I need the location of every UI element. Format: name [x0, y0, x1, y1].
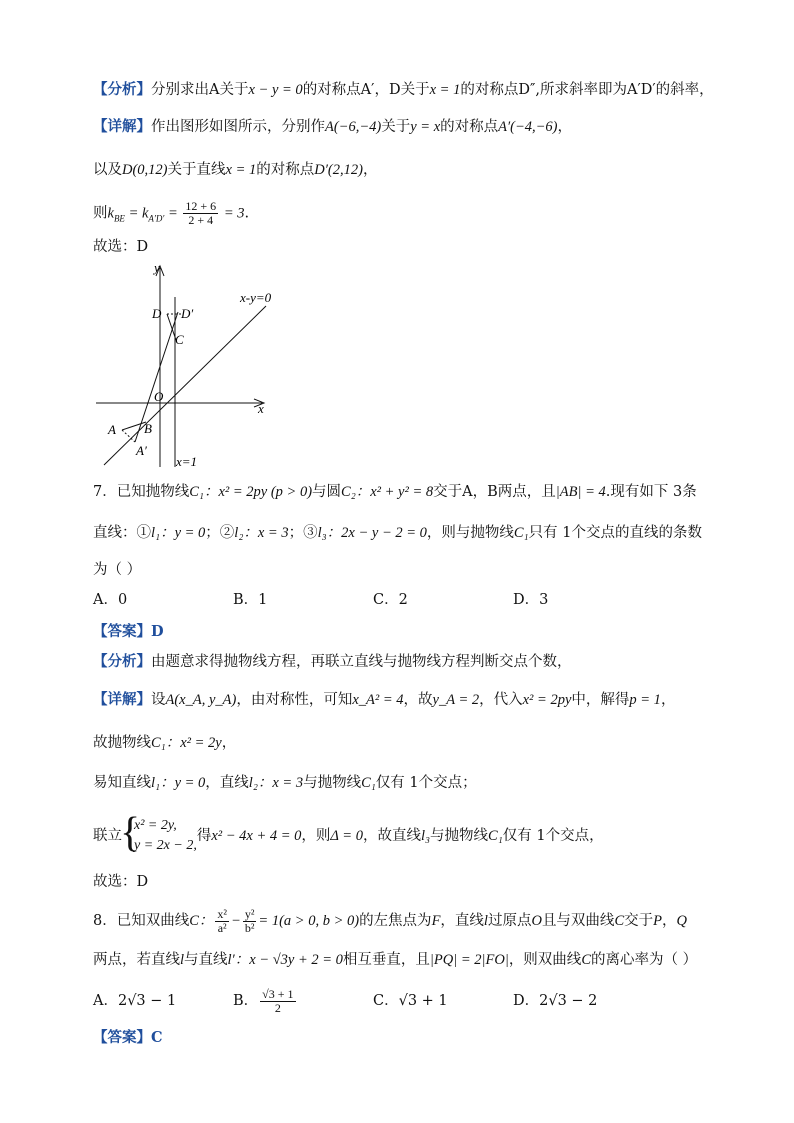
p6-choice: 故选：D	[93, 239, 149, 255]
detail-tag: 【详解】	[93, 118, 151, 135]
q7-line1	[93, 482, 697, 502]
label-x1: x=1	[176, 454, 198, 469]
p6-line3	[93, 200, 249, 228]
p6-line2	[93, 160, 377, 180]
label-x: x	[258, 401, 264, 416]
equation: D(0,12)	[122, 162, 168, 178]
equation: C₁：x² = 2y	[151, 735, 222, 751]
text: 8．已知双曲线	[93, 913, 190, 929]
option-b-label: B．	[233, 993, 259, 1009]
q8-options	[93, 986, 653, 1020]
label-B: B	[144, 421, 152, 436]
denominator: 2	[274, 1000, 281, 1015]
equation: x = 1	[225, 162, 257, 178]
label-line: x-y=0	[240, 290, 272, 305]
q8-answer: 【答案】C	[93, 1029, 163, 1046]
equation: l₁：y = 0	[151, 525, 206, 541]
equation: l′：x − √3y + 2 = 0	[227, 952, 343, 968]
subscript: BE	[113, 213, 125, 224]
text: 作出图形如图所示，分别作	[151, 119, 325, 135]
text: 仅有 1个交点，	[502, 828, 604, 844]
text: 与抛物线	[303, 775, 362, 791]
text: 与抛物线	[430, 828, 489, 844]
equation: y = x	[410, 119, 441, 135]
equation: x² − 4x + 4 = 0	[211, 828, 302, 844]
text: 直线：①	[93, 525, 151, 541]
equation: l₃	[420, 828, 431, 844]
equation: Δ = 0	[330, 828, 363, 844]
equation: p = 1	[629, 692, 661, 708]
text: 相互垂直，且	[342, 952, 430, 968]
text: 关于	[381, 119, 411, 135]
equation: y_A = 2	[432, 692, 480, 708]
text: 故抛物线	[93, 735, 151, 751]
label-A: A	[108, 422, 116, 437]
equation: C₂：x² + y² = 8	[341, 484, 434, 500]
text: ，直线	[440, 913, 484, 929]
numerator: √3 + 1	[262, 986, 294, 1001]
denominator: b²	[244, 920, 255, 935]
text: 7．已知抛物线	[93, 484, 190, 500]
label-y: y	[154, 262, 160, 275]
text: ，则	[301, 828, 331, 844]
system-line-2: y = 2x − 2,	[134, 838, 197, 853]
q7-line3: 为（ ）	[93, 562, 142, 578]
label-C: C	[175, 332, 184, 347]
equation: C：	[189, 913, 214, 929]
analysis-tag: 【分析】	[93, 81, 151, 98]
equation: Q	[676, 913, 687, 929]
option-c: C．√3 + 1	[373, 993, 448, 1009]
q7-detail1	[93, 690, 675, 710]
q7-detail4	[93, 814, 604, 858]
q7-detail3	[93, 773, 477, 793]
equation: = 3	[220, 205, 245, 222]
equation: P	[653, 913, 662, 929]
equation: |PQ| = 2|FO|	[429, 952, 509, 968]
equation: l₁：y = 0	[151, 775, 206, 791]
option-b	[233, 986, 373, 1016]
equation: C₁：x² = 2py (p > 0)	[189, 484, 313, 500]
option-d: D．3	[513, 592, 549, 608]
label-Dp: D′	[181, 306, 194, 321]
p6-analysis-line	[93, 80, 714, 100]
equation: C	[614, 913, 625, 929]
text: 的对称点	[256, 162, 315, 178]
equation: l₂：x = 3	[248, 775, 304, 791]
text: 得	[196, 828, 212, 844]
text: D关于	[388, 82, 430, 98]
fraction	[183, 200, 218, 227]
text: 易知直线	[93, 775, 151, 791]
numerator: 12 + 6	[185, 199, 217, 213]
text: ，则与抛物线	[426, 525, 514, 541]
equation: x_A² = 4	[352, 692, 404, 708]
option-a: A．0	[93, 592, 128, 608]
text: ，由对称性，可知	[236, 692, 353, 708]
text: ；③	[288, 525, 318, 541]
text: 关于直线	[167, 162, 226, 178]
option-a: A．2√3 − 1	[93, 993, 177, 1009]
text: ，则双曲线	[508, 952, 582, 968]
text: ，直线	[205, 775, 249, 791]
detail-tag: 【详解】	[93, 691, 151, 708]
analysis-tag: 【分析】	[93, 653, 151, 670]
equation: = 1(a > 0, b > 0)	[258, 913, 360, 929]
text: .	[244, 205, 250, 222]
equation: x = 1	[429, 82, 461, 98]
text: 设	[151, 692, 166, 708]
equation: x² = 2py	[522, 692, 572, 708]
label-D: D	[152, 306, 162, 321]
text: .现有如下 3条	[605, 484, 697, 500]
line-x-minus-y	[104, 306, 266, 465]
text: 与圆	[312, 484, 342, 500]
subscript: A′D′	[148, 213, 165, 224]
equation: l	[180, 952, 185, 968]
text: 与直线	[184, 952, 228, 968]
equation: x − y = 0	[248, 82, 303, 98]
equation: l	[483, 913, 488, 929]
text: 的离心率为（ ）	[590, 952, 698, 968]
equation: C₁	[488, 828, 503, 844]
denominator: a²	[217, 920, 227, 935]
numerator: y²	[244, 906, 255, 921]
equation: k	[107, 205, 114, 222]
text: 只有 1个交点的直线的条数	[528, 525, 702, 541]
text: 仅有 1个交点；	[375, 775, 477, 791]
equation: = k	[124, 205, 149, 222]
text: ，	[362, 162, 378, 178]
text: 中，解得	[571, 692, 630, 708]
text: ，	[221, 735, 237, 751]
text: ，	[660, 692, 676, 708]
minus: −	[231, 913, 241, 929]
option-b: B．1	[233, 592, 268, 608]
q8-line2	[93, 950, 697, 970]
system-line-1: { x² = 2y,	[134, 818, 177, 833]
text: 交于A，B两点，且	[433, 484, 556, 500]
text: ，故直线	[362, 828, 421, 844]
text: 的对称点D″,所求斜率即为A′D′的斜率，	[460, 82, 714, 98]
q7-analysis	[93, 652, 572, 672]
p6-detail-line	[93, 117, 572, 137]
fraction	[260, 988, 295, 1015]
equation-system	[122, 816, 197, 856]
text: ，代入	[479, 692, 523, 708]
q8-line1	[93, 906, 687, 936]
equation: A(x_A, y_A)	[165, 692, 237, 708]
option-d: D．2√3 − 2	[513, 993, 598, 1009]
q7-line2	[93, 523, 702, 543]
equation: l₃：2x − y − 2 = 0	[317, 525, 427, 541]
equation: C₁	[513, 525, 529, 541]
option-c: C．2	[373, 592, 408, 608]
text: ，	[557, 119, 573, 135]
equation: C₁	[361, 775, 376, 791]
q7-answer: 【答案】D	[93, 623, 164, 640]
text: 过原点	[487, 913, 532, 929]
text: 联立	[93, 828, 122, 844]
segment-A-B	[122, 422, 146, 430]
segment-Ap-Dp	[135, 312, 178, 442]
equation: D′(2,12)	[314, 162, 363, 178]
text: 的对称点A′，	[302, 82, 389, 98]
equation: O	[531, 913, 542, 929]
text: ，故	[403, 692, 433, 708]
numerator: x²	[217, 906, 228, 921]
label-Ap: A′	[136, 443, 147, 458]
denominator: 2 + 4	[188, 213, 214, 227]
text: 的对称点	[440, 119, 499, 135]
text: 分别求出A关于	[151, 82, 249, 98]
equation: C	[581, 952, 591, 968]
text: ；②	[205, 525, 235, 541]
text: 以及	[93, 162, 122, 178]
text: 两点，若直线	[93, 952, 180, 968]
q7-choice: 故选：D	[93, 874, 149, 890]
equation: A(−6,−4)	[325, 119, 382, 135]
text: 且与双曲线	[541, 913, 615, 929]
equation: l₂：x = 3	[234, 525, 289, 541]
q7-options	[93, 590, 653, 610]
text: ，	[661, 913, 677, 929]
text: 则	[93, 205, 108, 222]
q7-detail2	[93, 733, 236, 753]
label-O: O	[154, 389, 164, 404]
equation: A′(−4,−6)	[498, 119, 558, 135]
equation: F	[431, 913, 441, 929]
geometry-figure	[90, 262, 290, 470]
equation: =	[164, 205, 182, 222]
text: 由题意求得抛物线方程，再联立直线与抛物线方程判断交点个数，	[151, 654, 572, 670]
equation: |AB| = 4	[555, 484, 606, 500]
text: 交于	[624, 913, 654, 929]
text: 的左焦点为	[359, 913, 432, 929]
fraction-x	[215, 908, 229, 935]
fraction-y	[243, 908, 257, 935]
